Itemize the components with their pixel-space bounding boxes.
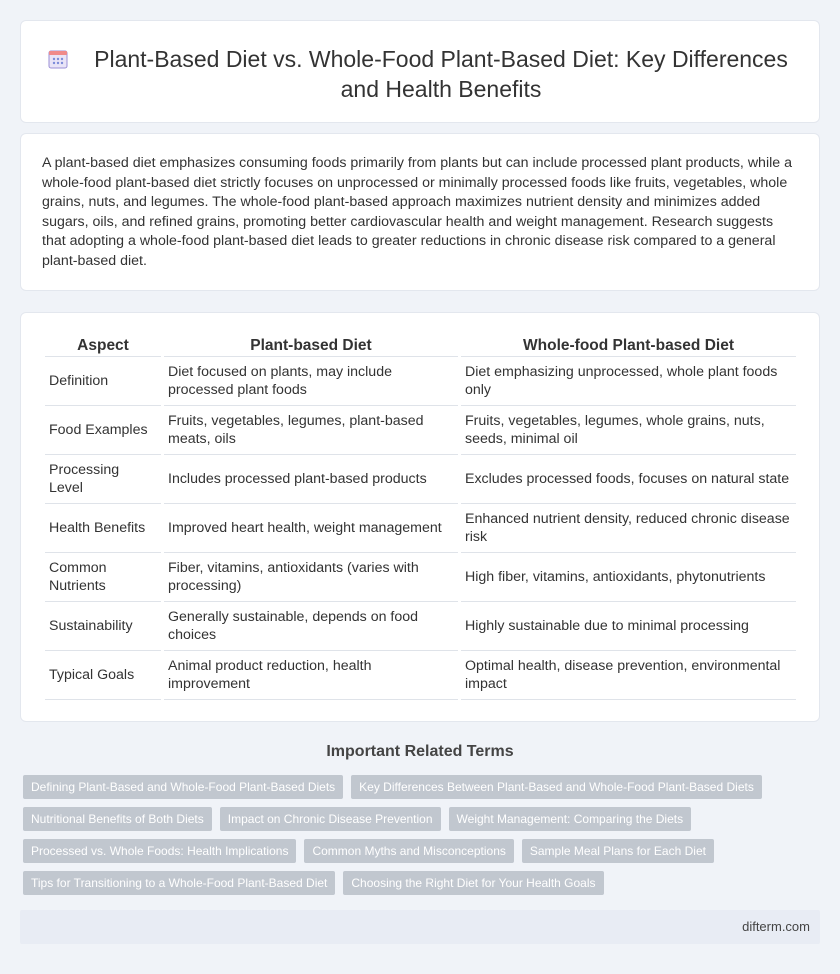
table-row — [45, 455, 796, 504]
cell-plant-based: Animal product reduction, health improvement — [164, 651, 458, 700]
cell-whole-food: Fruits, vegetables, legumes, whole grains, nuts, seeds, minimal oil — [461, 406, 796, 455]
cell-plant-based: Fruits, vegetables, legumes, plant-based meats, oils — [164, 406, 458, 455]
table-row — [45, 406, 796, 455]
cell-aspect: Sustainability — [45, 602, 161, 651]
cell-whole-food: Highly sustainable due to minimal processing — [461, 602, 796, 651]
cell-whole-food: Diet emphasizing unprocessed, whole plant foods only — [461, 357, 796, 406]
cell-aspect: Definition — [45, 357, 161, 406]
related-term-link[interactable]: Impact on Chronic Disease Prevention — [220, 807, 441, 831]
related-term-link[interactable]: Common Myths and Misconceptions — [304, 839, 513, 863]
comparison-table — [42, 335, 799, 700]
cell-whole-food: High fiber, vitamins, antioxidants, phytonutrients — [461, 553, 796, 602]
title-card — [20, 20, 820, 123]
cell-plant-based: Includes processed plant-based products — [164, 455, 458, 504]
intro-paragraph: A plant-based diet emphasizes consuming foods primarily from plants but can include processed plant products, while a whole-food plant-based diet strictly focuses on unprocessed or minimally processed foods like fruits, vegetables, whole grains, nuts, and legumes. The whole-food plant-based approach maximizes nutrient density and minimizes added sugars, oils, and refined grains, promoting better cardiovascular health and weight management. Research suggests that adopting a whole-food plant-based diet leads to greater reductions in chronic disease risk compared to a general plant-based diet. — [42, 155, 792, 269]
table-row — [45, 602, 796, 651]
tag-row — [23, 871, 813, 895]
cell-aspect: Typical Goals — [45, 651, 161, 700]
cell-plant-based: Diet focused on plants, may include processed plant foods — [164, 357, 458, 406]
page-title: Plant-Based Diet vs. Whole-Food Plant-Based Diet: Key Differences and Health Benefits — [94, 46, 788, 102]
comparison-table-card — [20, 312, 820, 722]
related-term-link[interactable]: Tips for Transitioning to a Whole-Food Plant-Based Diet — [23, 871, 335, 895]
cell-whole-food: Excludes processed foods, focuses on natural state — [461, 455, 796, 504]
table-header-row — [45, 335, 796, 357]
related-term-link[interactable]: Weight Management: Comparing the Diets — [449, 807, 692, 831]
footer — [20, 910, 820, 944]
intro-card — [20, 133, 820, 291]
cell-plant-based: Fiber, vitamins, antioxidants (varies with processing) — [164, 553, 458, 602]
table-row — [45, 553, 796, 602]
cell-aspect: Health Benefits — [45, 504, 161, 553]
tag-row — [23, 775, 813, 799]
header-plant-based: Plant-based Diet — [164, 335, 458, 357]
cell-aspect: Processing Level — [45, 455, 161, 504]
table-row — [45, 357, 796, 406]
cell-plant-based: Generally sustainable, depends on food choices — [164, 602, 458, 651]
table-row — [45, 651, 796, 700]
related-term-link[interactable]: Sample Meal Plans for Each Diet — [522, 839, 714, 863]
related-term-link[interactable]: Defining Plant-Based and Whole-Food Plant-Based Diets — [23, 775, 343, 799]
cell-whole-food: Optimal health, disease prevention, environmental impact — [461, 651, 796, 700]
tag-row — [23, 807, 813, 831]
footer-site-name[interactable]: difterm.com — [742, 919, 810, 934]
cell-aspect: Common Nutrients — [45, 553, 161, 602]
cell-aspect: Food Examples — [45, 406, 161, 455]
table-row — [45, 504, 796, 553]
cell-whole-food: Enhanced nutrient density, reduced chronic disease risk — [461, 504, 796, 553]
related-term-link[interactable]: Processed vs. Whole Foods: Health Implications — [23, 839, 296, 863]
related-term-link[interactable]: Choosing the Right Diet for Your Health Goals — [343, 871, 603, 895]
related-term-link[interactable]: Nutritional Benefits of Both Diets — [23, 807, 212, 831]
cell-plant-based: Improved heart health, weight management — [164, 504, 458, 553]
header-whole-food: Whole-food Plant-based Diet — [461, 335, 796, 357]
related-terms-title: Important Related Terms — [326, 743, 514, 760]
tag-row — [23, 839, 813, 863]
related-terms-tags — [23, 775, 813, 903]
related-term-link[interactable]: Key Differences Between Plant-Based and Whole-Food Plant-Based Diets — [351, 775, 762, 799]
header-aspect: Aspect — [45, 335, 161, 357]
